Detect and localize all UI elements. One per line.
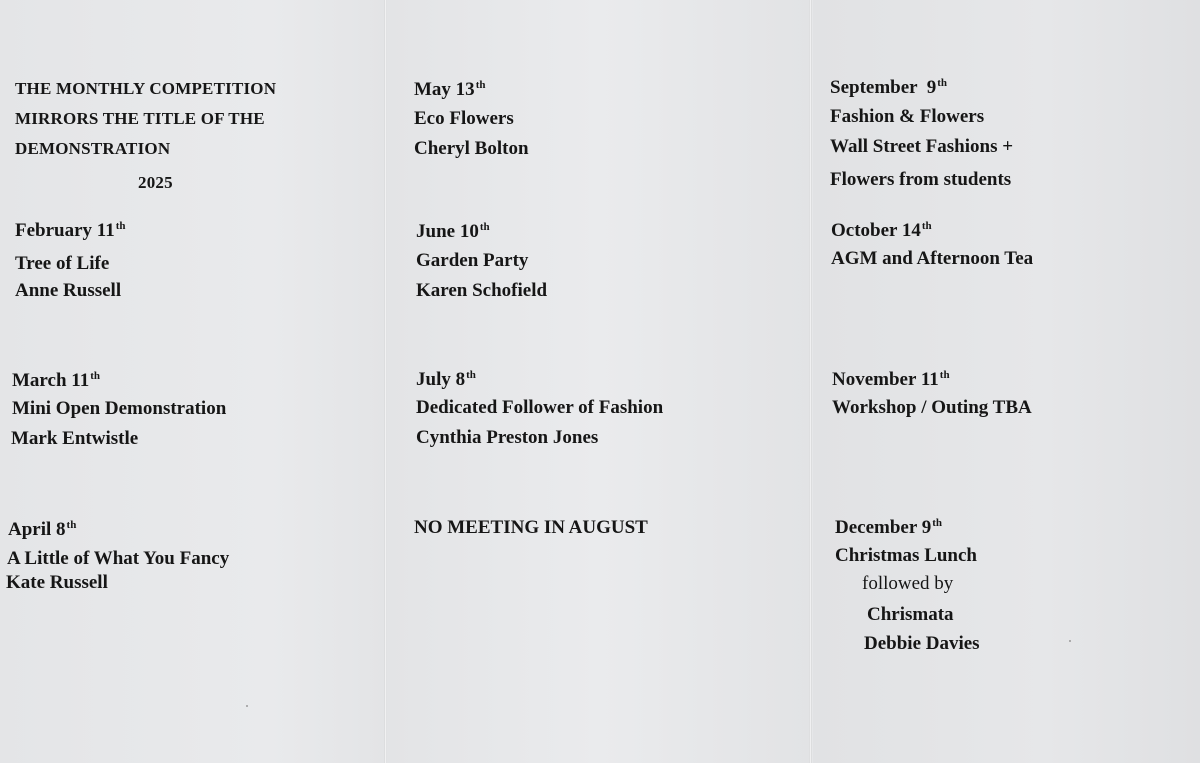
event-title-mar: Mini Open Demonstration <box>12 398 227 419</box>
event-date-dec: December 9th <box>835 517 942 538</box>
leaflet-fold-line <box>384 0 387 763</box>
event-title-nov: Workshop / Outing TBA <box>832 397 1032 418</box>
event-detail-dec: Chrismata <box>867 604 954 625</box>
event-title-oct: AGM and Afternoon Tea <box>831 248 1034 269</box>
event-presenter-may: Cheryl Bolton <box>414 138 529 159</box>
event-date-jul: July 8th <box>416 369 476 390</box>
event-presenter-dec: Debbie Davies <box>864 633 980 654</box>
paper-speck <box>1069 640 1071 642</box>
event-presenter-mar: Mark Entwistle <box>11 428 139 449</box>
event-title-feb: Tree of Life <box>15 253 110 274</box>
event-date-sep: September 9th <box>830 77 948 98</box>
event-presenter-jun: Karen Schofield <box>416 280 548 301</box>
event-date-oct: October 14th <box>831 220 932 241</box>
event-date-apr: April 8th <box>8 519 77 540</box>
event-presenter-jul: Cynthia Preston Jones <box>416 427 599 448</box>
event-presenter-apr: Kate Russell <box>6 572 108 593</box>
event-title-jul: Dedicated Follower of Fashion <box>416 397 664 418</box>
year-heading: 2025 <box>138 173 173 192</box>
leaflet-fold-line <box>809 0 812 763</box>
event-title-dec: Christmas Lunch <box>835 545 977 566</box>
event-date-nov: November 11th <box>832 369 950 390</box>
paper-speck <box>246 705 248 707</box>
event-title-jun: Garden Party <box>416 250 529 271</box>
intro-line: MIRRORS THE TITLE OF THE <box>15 109 265 128</box>
event-date-mar: March 11th <box>12 370 101 391</box>
event-date-feb: February 11th <box>15 220 126 241</box>
intro-line: THE MONTHLY COMPETITION <box>15 79 277 98</box>
event-detail-sep: Wall Street Fashions + <box>830 136 1014 157</box>
event-detail-sep: Flowers from students <box>830 169 1012 190</box>
no-meeting-notice: NO MEETING IN AUGUST <box>414 517 648 538</box>
event-title-apr: A Little of What You Fancy <box>7 548 230 569</box>
event-title-sep: Fashion & Flowers <box>830 106 985 127</box>
event-presenter-feb: Anne Russell <box>15 280 122 301</box>
event-date-jun: June 10th <box>416 221 490 242</box>
event-title-may: Eco Flowers <box>414 108 514 129</box>
event-detail-dec: followed by <box>862 573 954 594</box>
intro-line: DEMONSTRATION <box>15 139 171 158</box>
event-date-may: May 13th <box>414 79 486 100</box>
